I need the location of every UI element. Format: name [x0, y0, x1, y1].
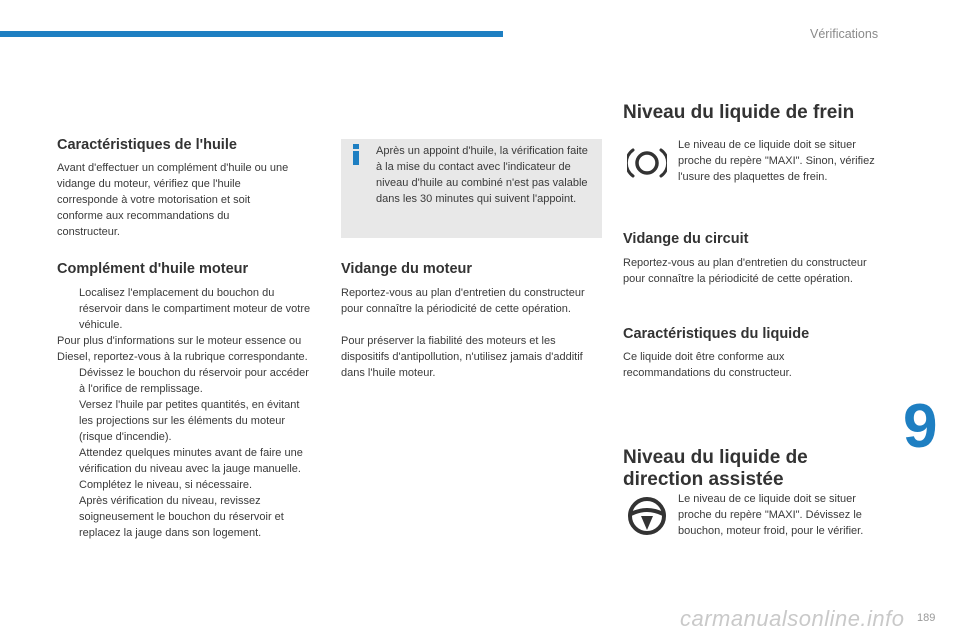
oil-topup-steps	[57, 285, 315, 541]
steering-fluid-title	[623, 447, 808, 491]
list-item	[57, 397, 315, 445]
steering-title-line1: Niveau du liquide de	[623, 447, 808, 468]
step-text: Dévissez le bouchon du réservoir pour accéder à l'orifice de remplissage.	[79, 367, 309, 395]
oil-drain-text: Reportez-vous au plan d'entretien du constructeur pour connaître la périodicité de cette opération.	[341, 287, 585, 315]
section-label: Vérifications	[810, 27, 879, 41]
steering-level-text: Le niveau de ce liquide doit se situer proche du repère "MAXI". Dévissez le bouchon, moteur froid, pour le vérifier.	[678, 493, 864, 537]
page-number: 189	[917, 612, 936, 624]
steering-wheel-icon	[627, 496, 667, 536]
list-item	[57, 445, 315, 477]
brake-characteristics-title: Caractéristiques du liquide	[623, 326, 810, 342]
brake-level-text: Le niveau de ce liquide doit se situer proche du repère "MAXI". Sinon, vérifiez l'usure des plaquettes de frein.	[678, 139, 875, 183]
brake-drain-text: Reportez-vous au plan d'entretien du constructeur pour connaître la périodicité de cette opération.	[623, 257, 867, 285]
oil-drain-text-2: Pour préserver la fiabilité des moteurs et les dispositifs d'antipollution, n'utilisez jamais d'additif dans l'huile moteur.	[341, 335, 583, 379]
list-item	[57, 285, 315, 333]
step-text: Versez l'huile par petites quantités, en évitant les projections sur les éléments du moteur (risque d'incendie).	[79, 399, 300, 443]
brake-drain-title: Vidange du circuit	[623, 231, 749, 247]
oil-characteristics-title: Caractéristiques de l'huile	[57, 137, 237, 153]
brake-fluid-title: Niveau du liquide de frein	[623, 102, 855, 123]
oil-topup-title: Complément d'huile moteur	[57, 261, 249, 277]
list-item	[57, 493, 315, 541]
brake-warning-icon	[627, 146, 667, 180]
chapter-number: 9	[903, 392, 938, 461]
step-text: Localisez l'emplacement du bouchon du réservoir dans le compartiment moteur de votre véhicule.	[79, 287, 311, 331]
oil-characteristics-text: Avant d'effectuer un complément d'huile ou une vidange du moteur, vérifiez que l'huile corresponde à votre motorisation et soit conforme aux recommandations du constructeur.	[57, 162, 289, 238]
list-item	[57, 365, 315, 397]
brake-characteristics-text: Ce liquide doit être conforme aux recommandations du constructeur.	[623, 351, 792, 379]
oil-drain-title: Vidange du moteur	[341, 261, 473, 277]
list-item	[57, 477, 315, 493]
info-text: Après un appoint d'huile, la vérification faite à la mise du contact avec l'indicateur de niveau d'huile au combiné n'est pas valable dans les 30 minutes qui suivent l'appoint.	[376, 145, 588, 205]
watermark: carmanualsonline.info	[680, 606, 905, 631]
step-text: Après vérification du niveau, revissez soigneusement le bouchon du réservoir et replacez la jauge dans son logement.	[79, 495, 284, 539]
step-text: Attendez quelques minutes avant de faire une vérification du niveau avec la jauge manuelle.	[79, 447, 303, 475]
steering-title-line2: direction assistée	[623, 469, 784, 490]
oil-topup-note: Pour plus d'informations sur le moteur essence ou Diesel, reportez-vous à la rubrique correspondante.	[57, 335, 308, 363]
step-text: Complétez le niveau, si nécessaire.	[79, 479, 253, 491]
top-accent-bar	[0, 31, 503, 37]
info-icon	[352, 144, 360, 165]
